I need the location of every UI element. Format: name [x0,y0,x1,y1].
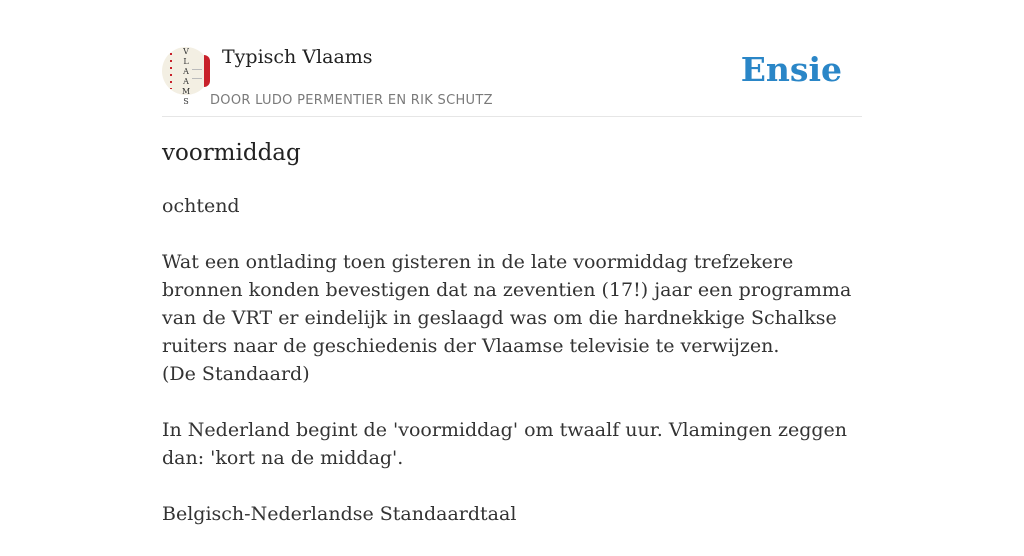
blog-avatar[interactable] [162,47,210,106]
entry-definition: ochtend [162,195,240,217]
entry-footer-text: Belgisch-Nederlandse Standaardtaal [162,503,517,525]
ensie-logo-link[interactable]: Ensie [740,50,842,89]
avatar-edge [204,55,210,87]
entry-content [162,192,862,556]
avatar-lines [192,69,202,79]
entry-title: voormiddag [162,140,301,166]
avatar-decoration [170,53,172,89]
entry-note: In Nederland begint de 'voormiddag' om twaalf uur. Vlamingen zeggen dan: 'kort na de middag'. [162,419,848,469]
entry-quote: Wat een ontlading toen gisteren in de late voormiddag trefzekere bronnen konden bevestigen dat na zeventien (17!) jaar een programma van de VRT er eindelijk in geslaagd was om die hardnekkige Schalkse ruiters naar de geschiedenis der Vlaamse televisie te verwijzen. [162,251,852,357]
blog-header [162,0,862,117]
entry-quote-block [162,248,862,388]
entry-source: (De Standaard) [162,363,310,385]
avatar-text: VLAAMS [182,47,191,106]
blog-title[interactable]: Typisch Vlaams [222,46,373,68]
page [162,0,862,525]
blog-byline: DOOR LUDO PERMENTIER EN RIK SCHUTZ [210,93,493,108]
